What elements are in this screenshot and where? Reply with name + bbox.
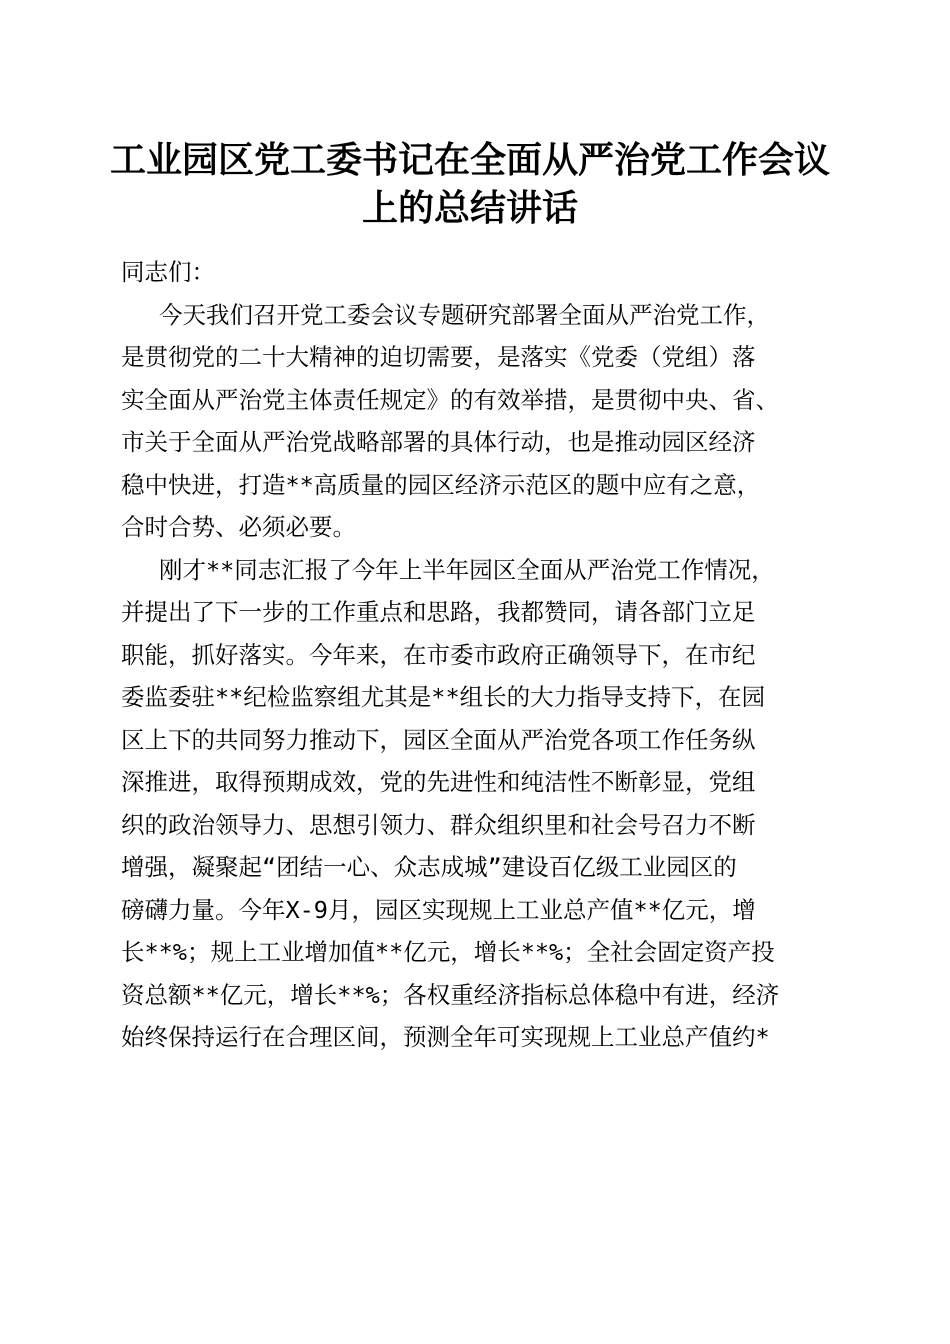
paragraph-line: 始终保持运行在合理区间，预测全年可实现规上工业总产值约* (121, 1023, 770, 1051)
paragraph-line: 长**%；规上工业增加值**亿元，增长**%；全社会固定资产投 (121, 938, 775, 966)
paragraph-line: 增强，凝聚起“团结一心、众志成城”建设百亿级工业园区的 (121, 853, 737, 881)
paragraph-line: 实全面从严治党主体责任规定》的有效举措，是贯彻中央、省、 (121, 385, 779, 414)
paragraph-line: 磅礴力量。今年X-9月，园区实现规上工业总产值**亿元，增 (121, 895, 756, 924)
paragraph-line: 刚才**同志汇报了今年上半年园区全面从严治党工作情况， (159, 555, 775, 584)
paragraph-line: 今天我们召开党工委会议专题研究部署全面从严治党工作， (159, 300, 770, 329)
paragraph-2 (121, 549, 833, 1059)
paragraph-line: 并提出了下一步的工作重点和思路，我都赞同，请各部门立足 (121, 598, 756, 626)
paragraph-line: 合时合势、必须必要。 (121, 513, 356, 541)
paragraph-line: 是贯彻党的二十大精神的迫切需要，是落实《党委（党组）落 (121, 343, 756, 371)
paragraph-line: 委监委驻**纪检监察组尤其是**组长的大力指导支持下，在园 (121, 683, 766, 711)
document-title (100, 136, 840, 232)
paragraph-line: 织的政治领导力、思想引领力、群众组织里和社会号召力不断 (121, 810, 756, 839)
salutation: 同志们： (121, 258, 215, 286)
paragraph-line: 稳中快进，打造**高质量的园区经济示范区的题中应有之意， (121, 470, 761, 499)
paragraph-1 (121, 294, 833, 549)
paragraph-line: 资总额**亿元，增长**%；各权重经济指标总体稳中有进，经济 (121, 980, 780, 1009)
document-body (121, 251, 833, 1059)
title-line-1: 工业园区党工委书记在全面从严治党工作会议 (109, 139, 830, 181)
paragraph-line: 市关于全面从严治党战略部署的具体行动，也是推动园区经济 (121, 428, 756, 456)
paragraph-line: 职能，抓好落实。今年来，在市委市政府正确领导下，在市纪 (121, 640, 756, 669)
title-line-2: 上的总结讲话 (361, 187, 578, 229)
paragraph-line: 深推进，取得预期成效，党的先进性和纯洁性不断彰显，党组 (121, 768, 756, 796)
paragraph-line: 区上下的共同努力推动下，园区全面从严治党各项工作任务纵 (121, 725, 756, 754)
